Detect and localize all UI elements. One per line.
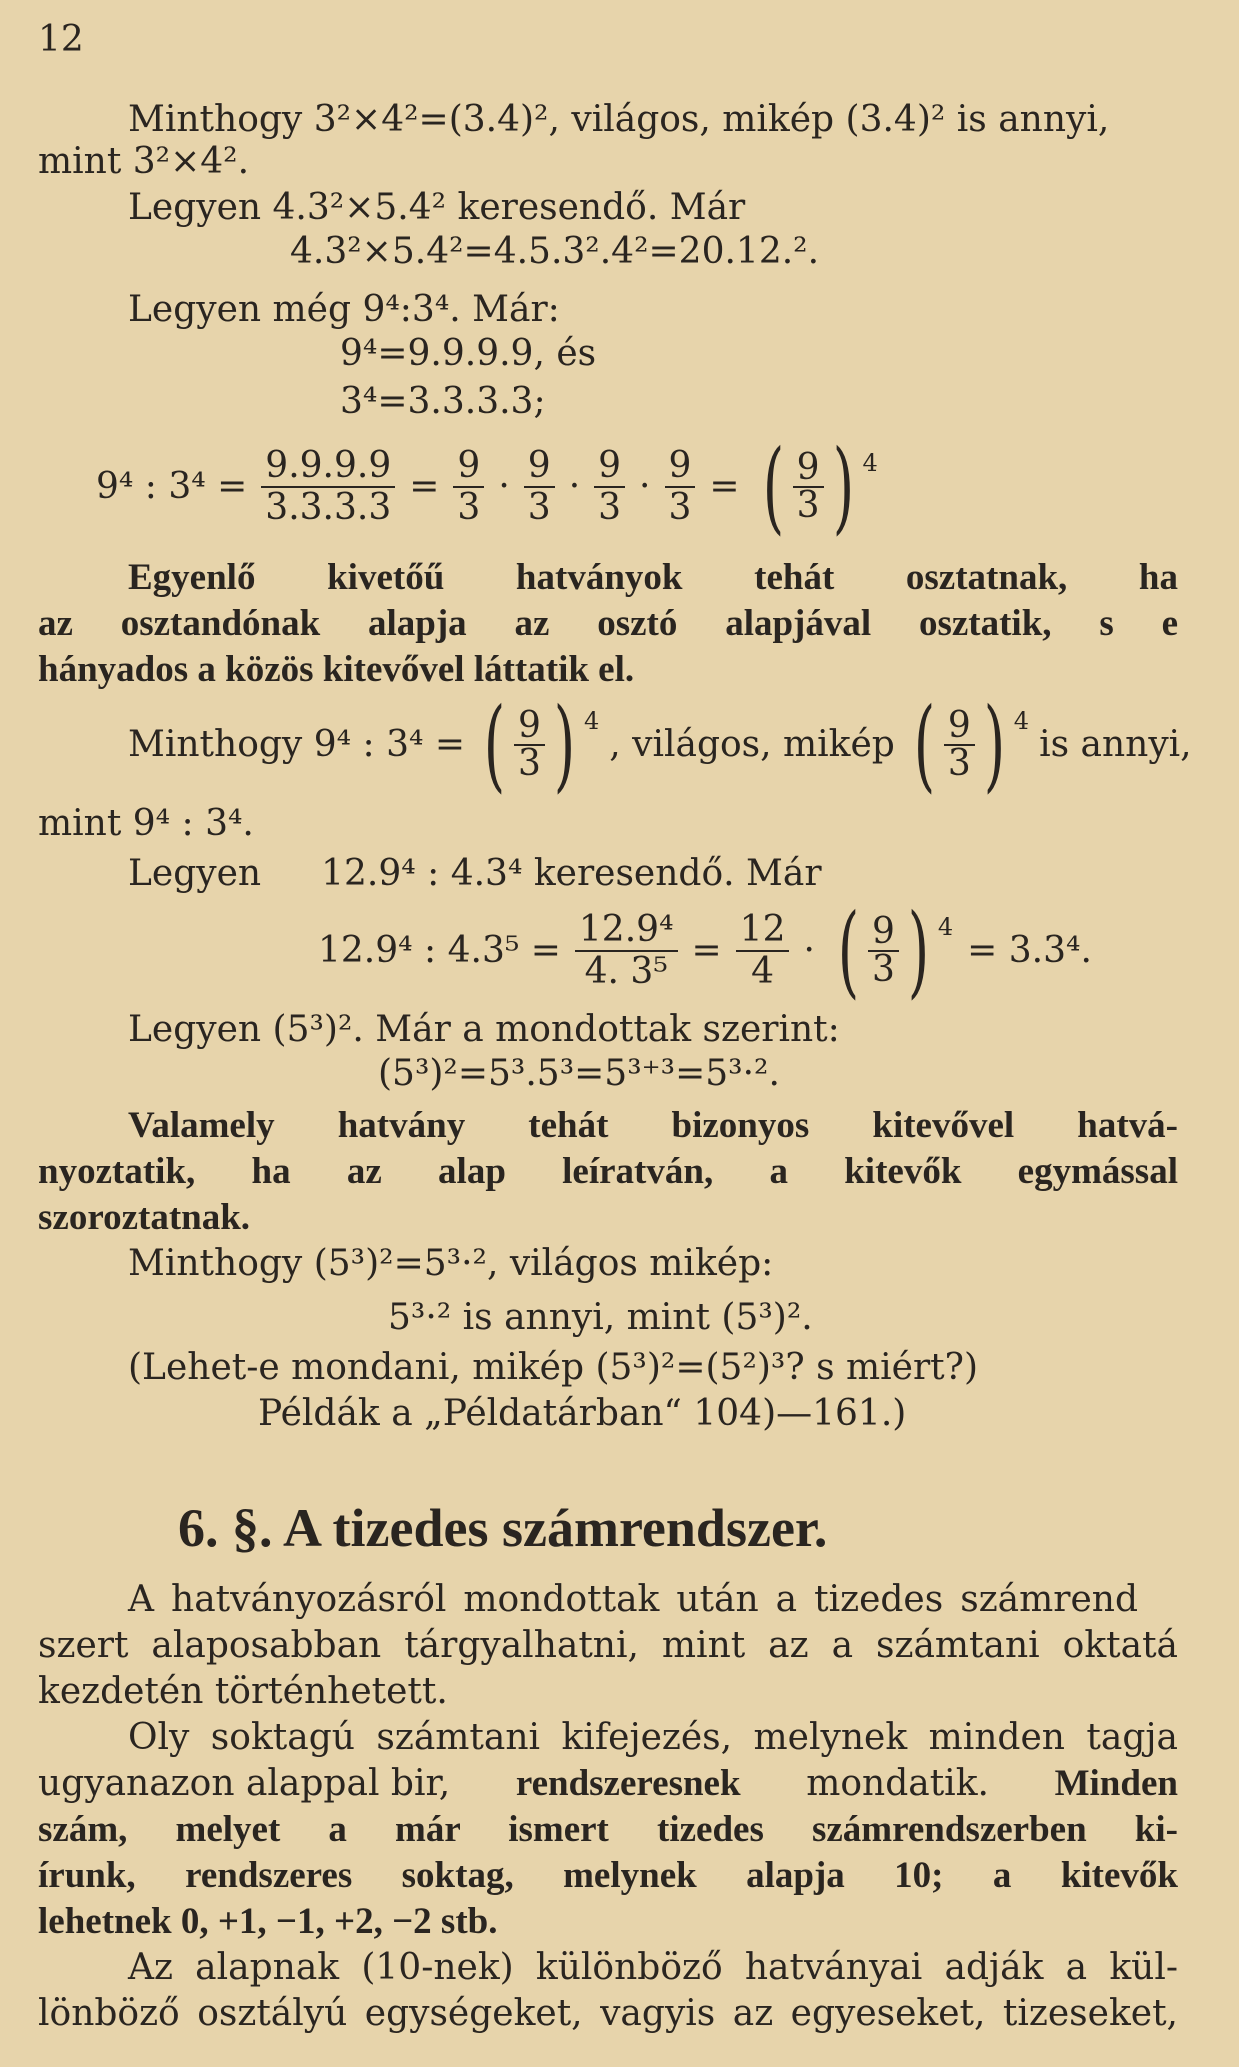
dot-operator: · <box>803 930 815 971</box>
text-line: Minthogy 3²×4²=(3.4)², világos, mikép (3.4)² is annyi, <box>128 99 1110 140</box>
equation-rhs: = 3.3⁴. <box>967 930 1092 971</box>
fraction <box>665 446 696 528</box>
text-line <box>128 852 822 896</box>
text-line: Legyen még 9⁴:3⁴. Már: <box>128 289 560 330</box>
fraction-denominator: 3 <box>871 949 895 990</box>
text-line: Példák a „Példatárban“ 104)—161.) <box>258 1393 907 1434</box>
fraction <box>868 911 899 990</box>
left-paren-icon: ( <box>837 892 860 1009</box>
text-line: (Lehet-e mondani, mikép (5³)²=(5²)³? s miért?) <box>128 1347 978 1388</box>
text-line: mint 3²×4². <box>38 141 250 182</box>
fraction-numerator: 12.9⁴ <box>575 910 678 952</box>
fraction-denominator: 3 <box>668 487 692 528</box>
paragraph-line: lönböző osztályú egységeket, vagyis az egyeseket, tizeseket, <box>38 1993 1178 2034</box>
paragraph-line: lehetnek 0, +1, −1, +2, −2 stb. <box>38 1901 498 1942</box>
text-line: Minthogy (5³)²=5³·², világos mikép: <box>128 1243 774 1284</box>
formula-line: 3⁴=3.3.3.3; <box>340 381 546 422</box>
text-segment: Legyen <box>128 853 262 894</box>
fraction-denominator: 3 <box>598 487 622 528</box>
parenthesized-fraction <box>475 686 600 803</box>
paragraph-line: kezdetén történhetett. <box>38 1671 448 1712</box>
fraction-numerator: 9 <box>665 446 696 488</box>
emphasized-term: Minden <box>1054 1763 1178 1804</box>
fraction-numerator: 9 <box>793 450 824 488</box>
right-paren-icon: ) <box>983 686 1006 803</box>
fraction-numerator: 12 <box>736 910 790 952</box>
parenthesized-fraction <box>754 428 878 545</box>
fraction-denominator: 4. 3⁵ <box>584 951 668 992</box>
equation-lhs: 12.9⁴ : 4.3⁵ = <box>318 930 561 971</box>
fraction-numerator: 9 <box>868 914 899 952</box>
dot-operator: · <box>639 466 651 507</box>
rule-line: szoroztatnak. <box>38 1197 251 1238</box>
fraction <box>793 447 824 526</box>
formula-line: 9⁴=9.9.9.9, és <box>340 333 597 374</box>
fraction-numerator: 9 <box>514 708 545 746</box>
text-line: mint 9⁴ : 3⁴. <box>38 803 254 844</box>
fraction-numerator: 9 <box>594 446 625 488</box>
text-segment: , világos, mikép <box>609 724 895 765</box>
exponent: 4 <box>862 449 878 477</box>
fraction <box>261 446 395 528</box>
text-line: 5³·² is annyi, mint (5³)². <box>388 1297 813 1338</box>
text-line: Legyen 4.3²×5.4² keresendő. Már <box>128 187 746 228</box>
fraction <box>453 446 484 528</box>
page-number: 12 <box>38 19 84 60</box>
text-segment: mondatik. <box>806 1763 989 1804</box>
fraction-denominator: 3 <box>796 485 820 526</box>
dot-operator: · <box>568 466 581 507</box>
fraction <box>736 910 790 992</box>
exponent: 4 <box>1013 707 1030 735</box>
dot-operator: · <box>498 466 510 507</box>
left-paren-icon: ( <box>913 686 936 803</box>
equals-sign: = <box>409 466 440 507</box>
paragraph-line: szám, melyet a már ismert tizedes számrendszerben ki- <box>38 1809 1178 1850</box>
paragraph-line: A hatványozásról mondottak után a tizedes számrend <box>128 1579 1138 1620</box>
fraction-denominator: 3 <box>947 743 971 784</box>
paragraph-line: szert alaposabban tárgyalhatni, mint az a számtani oktatá <box>38 1625 1178 1666</box>
equation-display <box>96 428 878 545</box>
text-line: Legyen (5³)². Már a mondottak szerint: <box>128 1009 840 1050</box>
left-paren-icon: ( <box>483 686 506 803</box>
exponent: 4 <box>583 707 600 735</box>
left-paren-icon: ( <box>762 428 784 545</box>
text-segment: is annyi, <box>1039 724 1192 765</box>
emphasized-term: rendszeresnek <box>515 1763 741 1804</box>
paragraph-line: Az alapnak (10-nek) különböző hatványai adják a kül- <box>128 1947 1178 1988</box>
fraction <box>594 446 625 528</box>
right-paren-icon: ) <box>553 686 576 803</box>
equation-display <box>318 892 1092 1009</box>
fraction <box>575 910 678 992</box>
fraction-denominator: 3 <box>527 487 551 528</box>
paragraph-line <box>38 1762 1178 1806</box>
right-paren-icon: ) <box>907 892 930 1009</box>
rule-line: hányados a közös kitevővel láttatik el. <box>38 649 635 690</box>
fraction-denominator: 4 <box>751 951 775 992</box>
rule-line: Valamely hatvány tehát bizonyos kitevővel hatvá- <box>128 1105 1178 1146</box>
section-heading: 6. §. A tizedes számrendszer. <box>178 1498 828 1558</box>
fraction <box>524 446 555 528</box>
text-segment: Minthogy 9⁴ : 3⁴ = <box>128 724 466 765</box>
fraction-denominator: 3 <box>518 743 541 784</box>
fraction-numerator: 9.9.9.9 <box>261 446 395 488</box>
text-segment: ugyanazon alappal bir, <box>38 1763 451 1804</box>
rule-line: nyoztatik, ha az alap leíratván, a kitevők egymással <box>38 1151 1178 1192</box>
formula-line: 4.3²×5.4²=4.5.3².4²=20.12.². <box>290 231 820 272</box>
formula-line: (5³)²=5³.5³=5³⁺³=5³·². <box>378 1053 780 1094</box>
paragraph-line: Oly soktagú számtani kifejezés, melynek minden tagja <box>128 1717 1178 1758</box>
fraction <box>944 705 975 784</box>
paragraph-line: írunk, rendszeres soktag, melynek alapja 10; a kitevők <box>38 1855 1178 1896</box>
parenthesized-fraction <box>829 892 954 1009</box>
fraction <box>514 705 545 784</box>
fraction-denominator: 3 <box>457 487 481 528</box>
equals-sign: = <box>691 930 722 971</box>
equals-sign: = <box>709 466 740 507</box>
exponent: 4 <box>937 913 954 941</box>
equation-lhs: 9⁴ : 3⁴ = <box>96 466 248 507</box>
rule-line: Egyenlő kivetőű hatványok tehát osztatnak, ha <box>128 557 1178 598</box>
fraction-numerator: 9 <box>453 446 484 488</box>
parenthesized-fraction <box>905 686 1030 803</box>
fraction-numerator: 9 <box>524 446 555 488</box>
text-segment: 12.9⁴ : 4.3⁴ keresendő. Már <box>321 853 822 894</box>
fraction-numerator: 9 <box>944 708 975 746</box>
right-paren-icon: ) <box>832 428 854 545</box>
rule-line: az osztandónak alapja az osztó alapjával osztatik, s e <box>38 603 1178 644</box>
fraction-denominator: 3.3.3.3 <box>265 487 392 528</box>
text-line <box>128 686 1192 803</box>
